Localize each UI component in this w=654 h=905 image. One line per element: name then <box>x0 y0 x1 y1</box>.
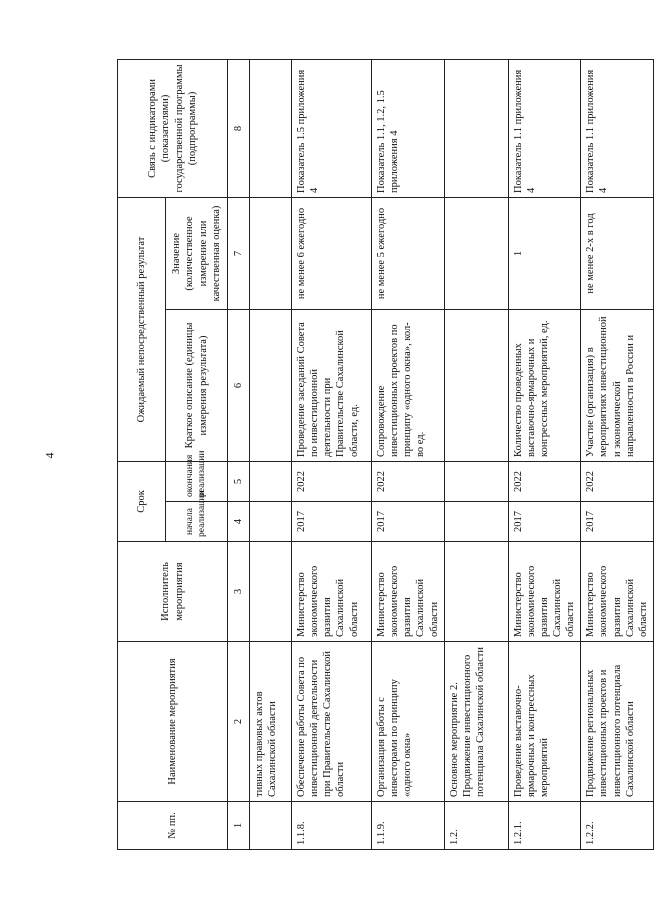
header-name: Наименование мероприятия <box>118 642 228 802</box>
table-row <box>581 59 654 849</box>
col-number: 3 <box>228 542 250 642</box>
row-start: 2017 <box>372 502 445 542</box>
row-name: Обеспечение работы Совета по инвестиционной деятельности при Правительстве Сахалинской области <box>292 642 372 802</box>
row-start: 2017 <box>581 502 654 542</box>
row-name: Основное мероприятие 2. Продвижение инвестиционного потенциала Сахалинской области <box>444 642 508 802</box>
row-desc: Количество проведенных выставочно-ярмарочных и конгрессных мероприятий, ед. <box>508 309 581 461</box>
table-row <box>250 59 292 849</box>
header-executor: Исполнитель мероприятия <box>118 542 228 642</box>
header-result: Ожидаемый непосредственный результат <box>118 197 166 461</box>
activities-table <box>117 59 654 850</box>
header-row-1 <box>118 59 166 849</box>
row-executor: Министерство экономического развития Сахалинской области <box>372 542 445 642</box>
header-value: Значение (количественное измерение или качественная оценка) <box>166 197 228 309</box>
row-num: 1.1.8. <box>292 802 372 850</box>
row-end: 2022 <box>508 461 581 501</box>
row-value <box>250 197 292 309</box>
row-link: Показатель 1.1, 1.2, 1.5 приложения 4 <box>372 59 445 197</box>
row-executor <box>250 542 292 642</box>
header-end: окончания реализации <box>166 461 228 501</box>
row-executor: Министерство экономического развития Сахалинской области <box>581 542 654 642</box>
rotated-table-container <box>117 60 649 850</box>
header-link: Связь с индикаторами (показателями) государственной программы (подпрограммы) <box>118 59 228 197</box>
col-number: 7 <box>228 197 250 309</box>
row-link <box>444 59 508 197</box>
row-end: 2022 <box>581 461 654 501</box>
row-num <box>250 802 292 850</box>
header-desc: Краткое описание (единицы измерения результата) <box>166 309 228 461</box>
row-start <box>250 502 292 542</box>
col-number: 8 <box>228 59 250 197</box>
row-name: Проведение выставочно-ярмарочных и конгрессных мероприятий <box>508 642 581 802</box>
table-row <box>508 59 581 849</box>
header-term: Срок <box>118 461 166 541</box>
row-start: 2017 <box>508 502 581 542</box>
row-executor: Министерство экономического развития Сахалинской области <box>508 542 581 642</box>
table-row <box>292 59 372 849</box>
row-desc: Проведение заседаний Совета по инвестиционной деятельности при Правительстве Сахалинской области, ед. <box>292 309 372 461</box>
row-executor: Министерство экономического развития Сахалинской области <box>292 542 372 642</box>
header-start: начала реализации <box>166 502 228 542</box>
row-end: 2022 <box>372 461 445 501</box>
row-num: 1.2. <box>444 802 508 850</box>
row-link <box>250 59 292 197</box>
row-name: тивных правовых актов Сахалинской области <box>250 642 292 802</box>
row-value: не менее 2-х в год <box>581 197 654 309</box>
row-name: Продвижение региональных инвестиционных проектов и инвестиционного потенциала Сахалинской области <box>581 642 654 802</box>
row-num: 1.1.9. <box>372 802 445 850</box>
row-end <box>444 461 508 501</box>
row-start: 2017 <box>292 502 372 542</box>
row-value: не менее 5 ежегодно <box>372 197 445 309</box>
row-value: 1 <box>508 197 581 309</box>
col-number: 4 <box>228 502 250 542</box>
row-name: Организация работы с инвесторами по принципу «одного окна» <box>372 642 445 802</box>
row-desc: Участие (организация) в мероприятиях инвестиционной и экономической направленности в России и <box>581 309 654 461</box>
col-number: 1 <box>228 802 250 850</box>
col-number: 6 <box>228 309 250 461</box>
row-link: Показатель 1.5 приложения 4 <box>292 59 372 197</box>
row-value: не менее 6 ежегодно <box>292 197 372 309</box>
row-end <box>250 461 292 501</box>
column-number-row <box>228 59 250 849</box>
row-desc <box>250 309 292 461</box>
page-number: 4 <box>42 452 57 459</box>
col-number: 5 <box>228 461 250 501</box>
row-value <box>444 197 508 309</box>
row-end: 2022 <box>292 461 372 501</box>
col-number: 2 <box>228 642 250 802</box>
row-num: 1.2.2. <box>581 802 654 850</box>
row-num: 1.2.1. <box>508 802 581 850</box>
row-desc: Сопровождение инвестиционных проектов по принципу «одного окна», кол-во ед. <box>372 309 445 461</box>
row-start <box>444 502 508 542</box>
header-num: № пп. <box>118 802 228 850</box>
row-link: Показатель 1.1 приложения 4 <box>581 59 654 197</box>
row-desc <box>444 309 508 461</box>
table-row <box>372 59 445 849</box>
row-executor <box>444 542 508 642</box>
table-row <box>444 59 508 849</box>
row-link: Показатель 1.1 приложения 4 <box>508 59 581 197</box>
